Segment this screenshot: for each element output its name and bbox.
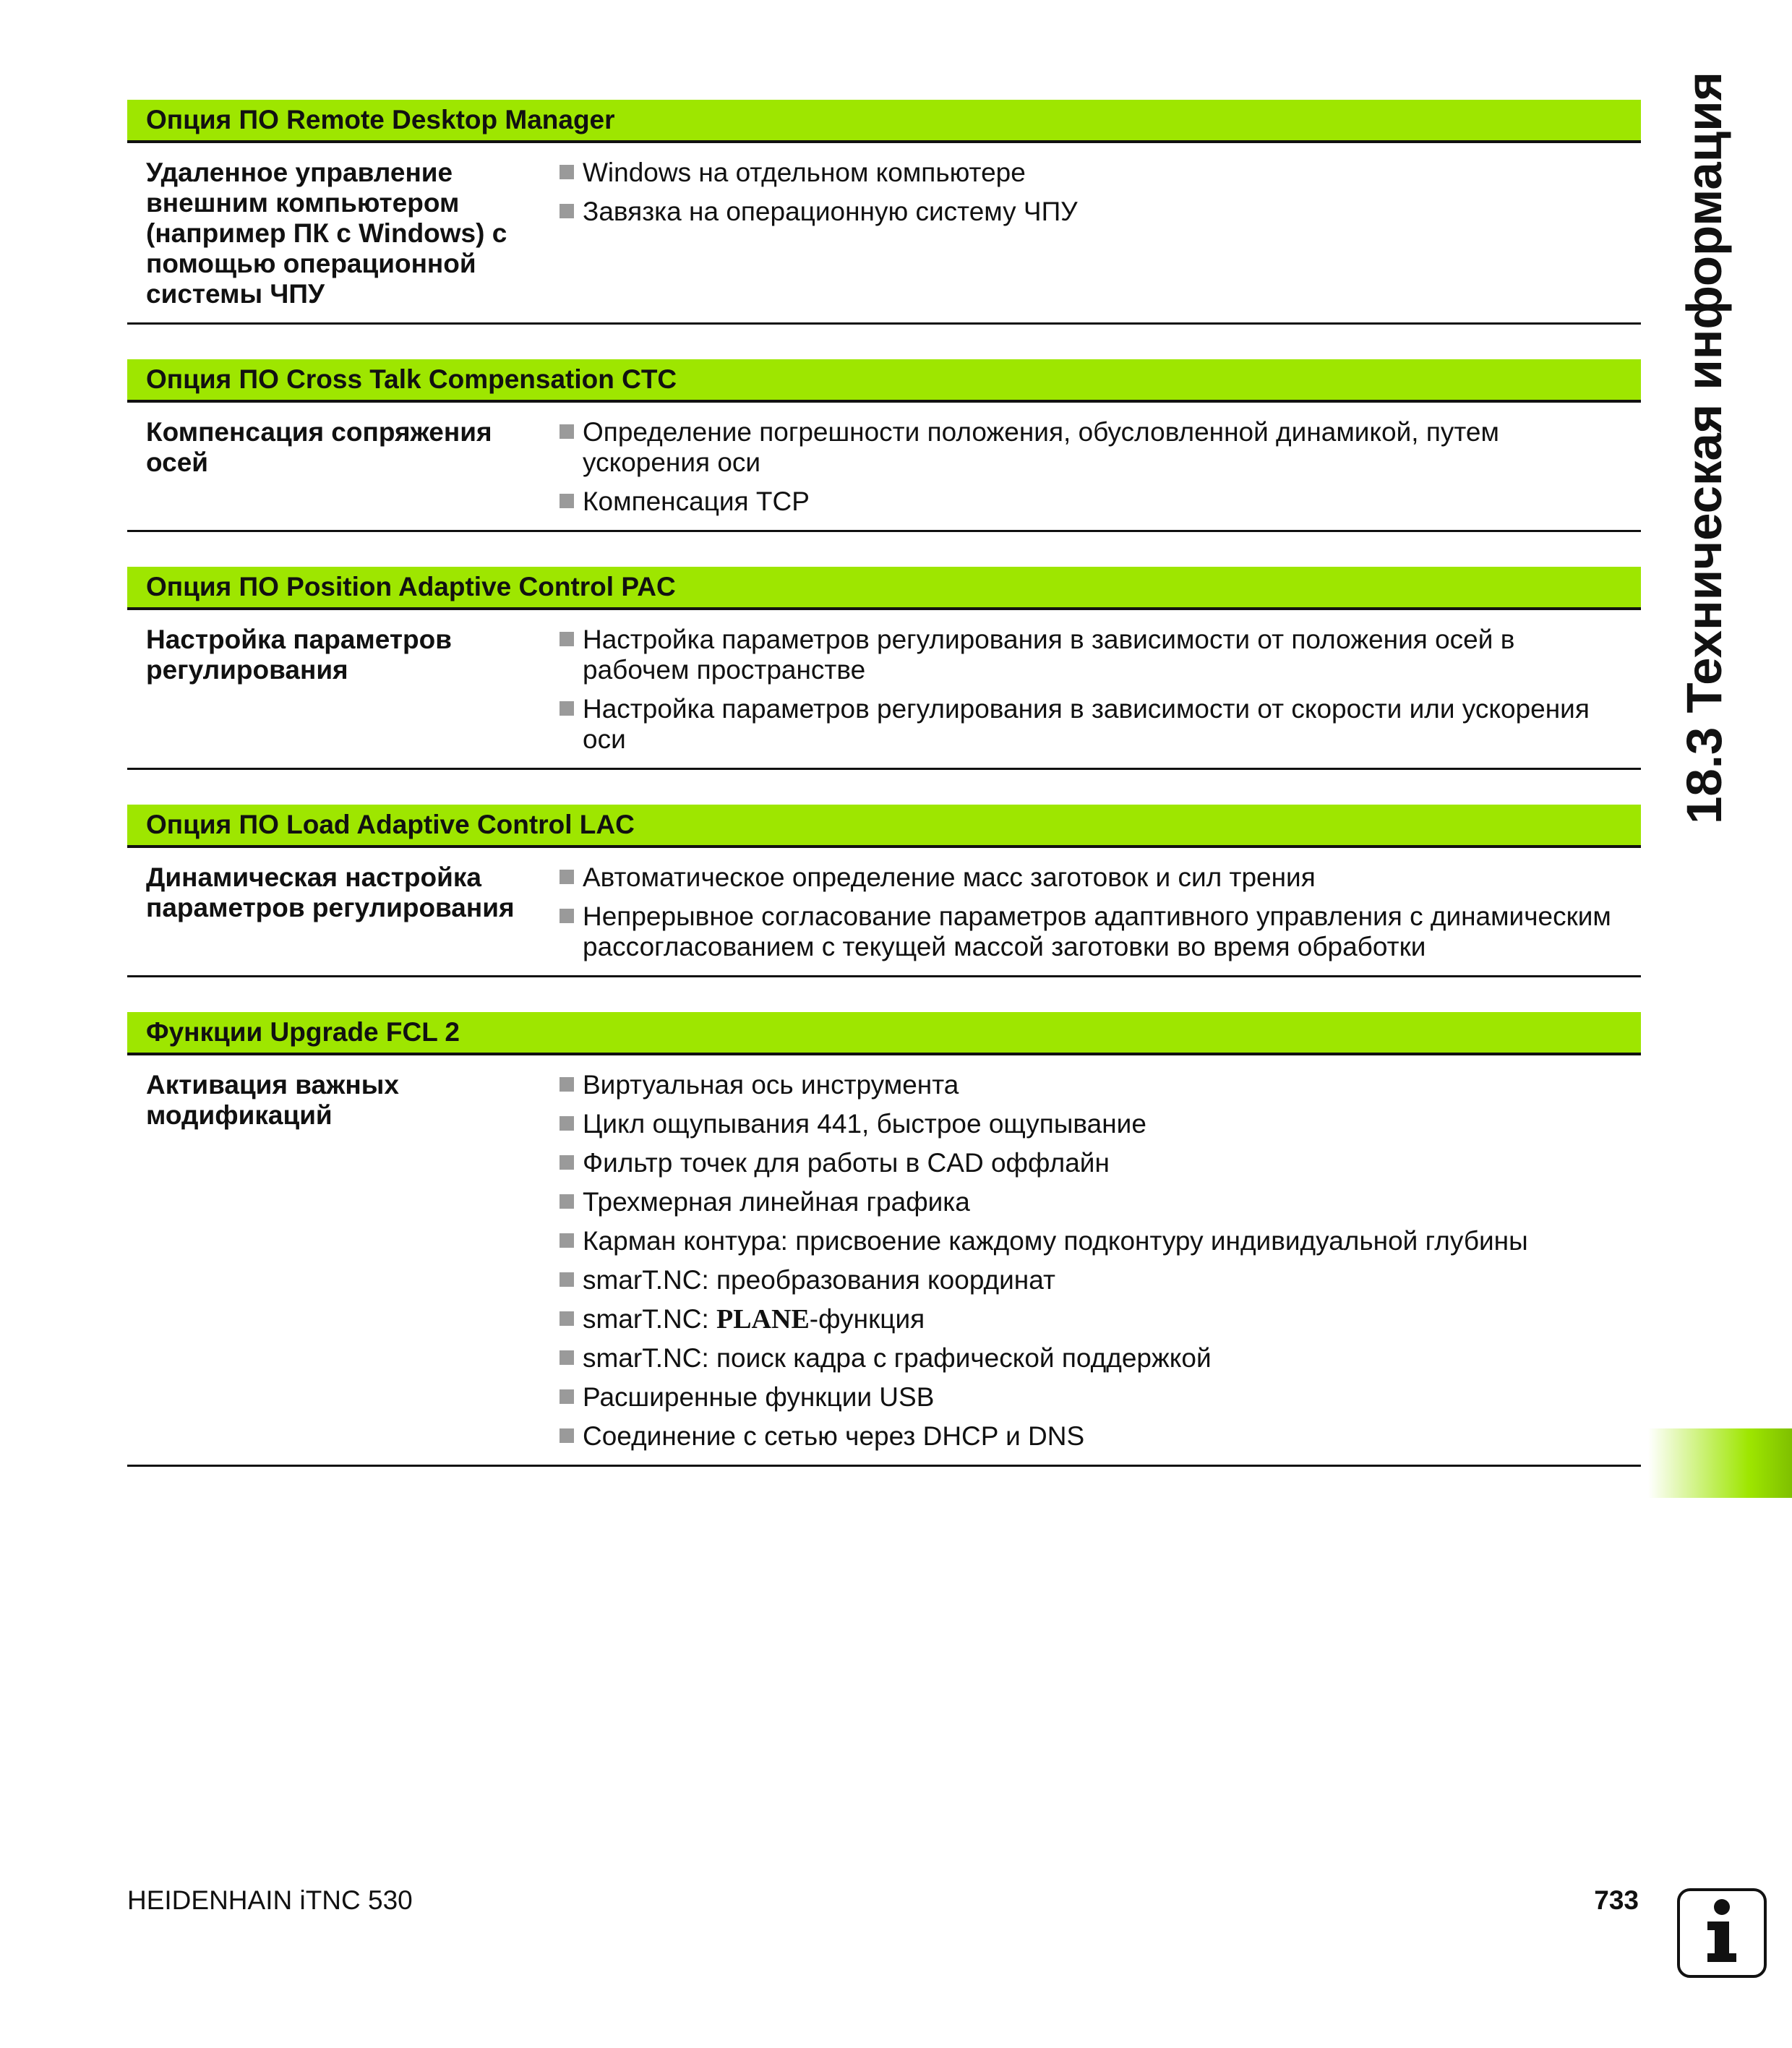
list-item (560, 625, 1626, 685)
section-feature-list (560, 1070, 1641, 1452)
list-item-text (583, 1421, 1084, 1451)
list-item-label: Компенсация TCP (583, 487, 810, 516)
list-item-label: smarT.NC: поиск кадра с графической поддержкой (583, 1343, 1212, 1373)
square-bullet-icon (560, 1194, 574, 1209)
list-item-label: Определение погрешности положения, обусловленной динамикой, путем ускорения оси (583, 417, 1499, 477)
option-section (127, 100, 1641, 325)
list-item (560, 1382, 1626, 1413)
square-bullet-icon (560, 1077, 574, 1092)
list-item-code: PLANE (716, 1304, 810, 1334)
list-item-text (583, 158, 1026, 187)
list-item-text (583, 1265, 1055, 1295)
list-item (560, 1148, 1626, 1178)
square-bullet-icon (560, 1389, 574, 1404)
footer-product-name: HEIDENHAIN iTNC 530 (127, 1885, 413, 1915)
section-header: Функции Upgrade FCL 2 (127, 1012, 1641, 1055)
section-feature-list (560, 417, 1641, 517)
section-feature-list (560, 625, 1641, 755)
section-header: Опция ПО Position Adaptive Control PAC (127, 567, 1641, 610)
option-section (127, 1012, 1641, 1467)
section-feature-list (560, 862, 1641, 962)
section-header: Опция ПО Remote Desktop Manager (127, 100, 1641, 143)
list-item-text (583, 1148, 1110, 1178)
list-item (560, 197, 1626, 227)
section-description: Настройка параметров регулирования (146, 625, 452, 685)
section-body (127, 1055, 1641, 1467)
section-description: Активация важных модификаций (146, 1070, 399, 1130)
chapter-side-title: 18.3 Техническая информация (1676, 72, 1732, 824)
list-item-suffix: -функция (809, 1304, 925, 1334)
list-item (560, 1109, 1626, 1139)
square-bullet-icon (560, 1155, 574, 1170)
square-bullet-icon (560, 701, 574, 716)
list-item-text (583, 694, 1590, 754)
list-item (560, 158, 1626, 188)
list-item (560, 694, 1626, 755)
square-bullet-icon (560, 165, 574, 179)
list-item-label: Завязка на операционную систему ЧПУ (583, 197, 1078, 226)
list-item-label: Непрерывное согласование параметров адаптивного управления с динамическим рассогласованием с текущей массой заготовки во время обработки (583, 901, 1611, 961)
list-item-text (583, 1070, 959, 1100)
list-item-text (583, 197, 1078, 226)
list-item (560, 1421, 1626, 1452)
list-item-text (583, 625, 1514, 685)
option-section (127, 567, 1641, 770)
section-body (127, 143, 1641, 325)
list-item-text (583, 901, 1611, 961)
list-item (560, 1265, 1626, 1295)
square-bullet-icon (560, 1311, 574, 1326)
section-header: Опция ПО Load Adaptive Control LAC (127, 805, 1641, 848)
info-icon (1677, 1888, 1767, 1978)
list-item-label: smarT.NC: (583, 1304, 716, 1334)
list-item (560, 862, 1626, 893)
list-item (560, 417, 1626, 478)
list-item-text (583, 487, 810, 516)
chapter-tab-marker (1648, 1428, 1792, 1498)
list-item (560, 1226, 1626, 1256)
list-item-text (583, 862, 1316, 892)
section-feature-list (560, 158, 1641, 227)
section-header: Опция ПО Cross Talk Compensation CTC (127, 359, 1641, 403)
list-item-label: Настройка параметров регулирования в зависимости от положения осей в рабочем пространстве (583, 625, 1515, 685)
info-i-glyph (1680, 1891, 1764, 1975)
list-item (560, 901, 1626, 962)
option-section (127, 805, 1641, 977)
list-item-label: Цикл ощупывания 441, быстрое ощупывание (583, 1109, 1146, 1139)
square-bullet-icon (560, 632, 574, 646)
square-bullet-icon (560, 1350, 574, 1365)
list-item-label: smarT.NC: преобразования координат (583, 1265, 1055, 1295)
list-item-label: Автоматическое определение масс заготовок и сил трения (583, 862, 1316, 892)
list-item-text (583, 1109, 1146, 1139)
square-bullet-icon (560, 1116, 574, 1131)
list-item-label: Расширенные функции USB (583, 1382, 935, 1412)
page-number: 733 (1594, 1885, 1639, 1915)
list-item-text (583, 417, 1499, 477)
options-table (127, 100, 1641, 1501)
square-bullet-icon (560, 1233, 574, 1248)
square-bullet-icon (560, 1428, 574, 1443)
section-description: Удаленное управление внешним компьютером (например ПК с Windows) с помощью операционной системы ЧПУ (146, 158, 507, 309)
list-item (560, 1070, 1626, 1100)
list-item (560, 1304, 1626, 1334)
section-body (127, 848, 1641, 977)
section-body (127, 403, 1641, 532)
list-item-text (583, 1187, 970, 1217)
square-bullet-icon (560, 204, 574, 218)
square-bullet-icon (560, 909, 574, 923)
section-description: Компенсация сопряжения осей (146, 417, 492, 477)
list-item-text (583, 1382, 934, 1412)
list-item-label: Трехмерная линейная графика (583, 1187, 970, 1217)
list-item-label: Соединение с сетью через DHCP и DNS (583, 1421, 1085, 1451)
list-item (560, 1187, 1626, 1217)
section-description: Динамическая настройка параметров регулирования (146, 862, 515, 922)
list-item-label: Виртуальная ось инструмента (583, 1070, 959, 1100)
list-item-text (583, 1304, 925, 1334)
section-body (127, 610, 1641, 770)
list-item-text (583, 1343, 1212, 1373)
list-item-label: Фильтр точек для работы в CAD оффлайн (583, 1148, 1110, 1178)
list-item-label: Настройка параметров регулирования в зависимости от скорости или ускорения оси (583, 694, 1590, 754)
list-item (560, 487, 1626, 517)
square-bullet-icon (560, 424, 574, 439)
square-bullet-icon (560, 494, 574, 508)
square-bullet-icon (560, 1272, 574, 1287)
list-item-label: Windows на отдельном компьютере (583, 158, 1026, 187)
list-item-label: Карман контура: присвоение каждому подконтуру индивидуальной глубины (583, 1226, 1528, 1256)
list-item-text (583, 1226, 1528, 1256)
square-bullet-icon (560, 870, 574, 884)
option-section (127, 359, 1641, 532)
list-item (560, 1343, 1626, 1374)
